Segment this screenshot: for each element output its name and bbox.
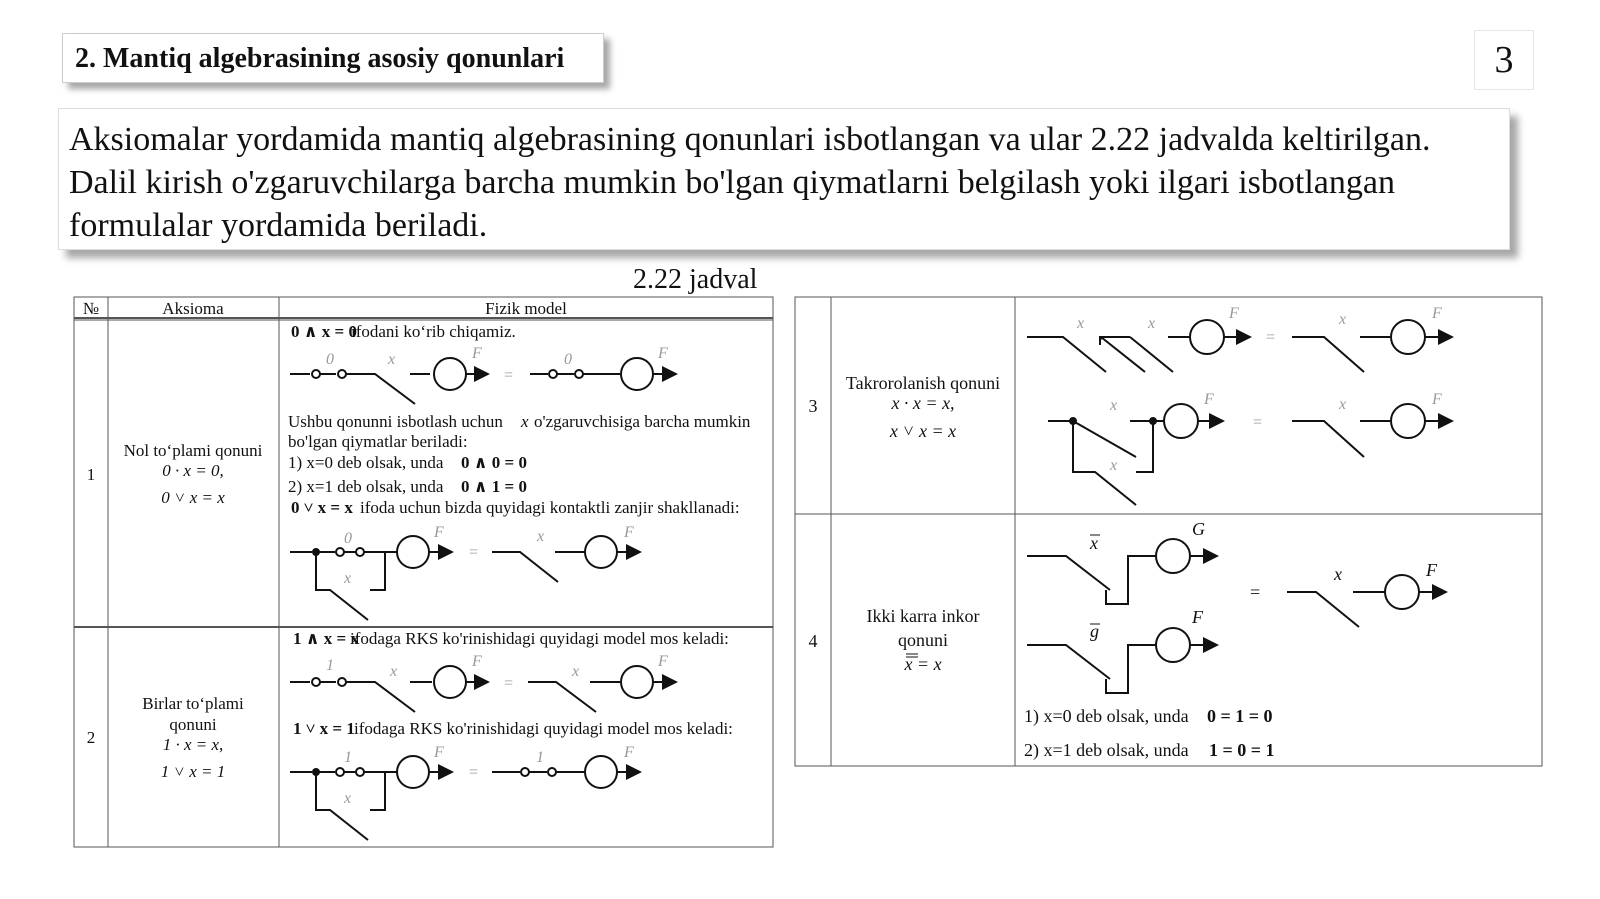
row2-formula2: 1 ˅ x = 1 — [160, 762, 226, 781]
svg-text:x: x — [1339, 396, 1347, 413]
svg-text:F: F — [624, 744, 634, 761]
row1-model-para2: bo'lgan qiymatlar beriladi: — [288, 432, 468, 451]
svg-text:F: F — [658, 653, 668, 670]
row4-case1: 1) x=0 deb olsak, unda — [1024, 706, 1189, 726]
row1-case2: 2) x=1 deb olsak, unda — [288, 477, 444, 496]
svg-text:=: = — [468, 764, 479, 781]
svg-text:x: x — [1110, 397, 1118, 414]
svg-text:=: = — [468, 544, 479, 561]
svg-text:0 ˅ x = x: 0 ˅ x = x — [291, 498, 353, 517]
svg-text:x: x — [1077, 315, 1085, 332]
svg-text:G: G — [1192, 519, 1205, 539]
row3-number: 3 — [808, 396, 818, 416]
row3-formula2: x ˅ x = x — [889, 421, 957, 441]
svg-text:x: x — [1148, 315, 1156, 332]
svg-text:F: F — [434, 524, 444, 541]
svg-text:0: 0 — [564, 351, 572, 368]
row4-formula: x = x — [904, 654, 942, 674]
row1-formula1: 0 · x = 0, — [162, 461, 224, 480]
row1-model-para1: Ushbu qonunni isbotlash uchun — [288, 412, 503, 431]
svg-text:1: 1 — [326, 657, 334, 674]
circuit-diagrams — [290, 320, 1452, 840]
svg-text:=: = — [503, 675, 514, 692]
row1-model-line2: ifoda uchun bizda quyidagi kontaktli zanjir shakllanadi: — [360, 498, 740, 517]
header-model: Fizik model — [485, 299, 567, 318]
row3-axiom-name: Takrorolanish qonuni — [845, 373, 1001, 393]
svg-text:0 ∧ x = 0: 0 ∧ x = 0 — [291, 322, 357, 341]
row2-model-line1: ifodaga RKS ko'rinishidagi quyidagi model mos keladi: — [350, 629, 729, 648]
svg-text:x: x — [1334, 564, 1342, 584]
svg-text:F: F — [1229, 305, 1239, 322]
row4-case2: 2) x=1 deb olsak, unda — [1024, 740, 1189, 760]
svg-text:0 = 1 = 0: 0 = 1 = 0 — [1207, 706, 1273, 726]
svg-text:F: F — [434, 744, 444, 761]
svg-text:F: F — [1192, 607, 1203, 627]
intro-text: Aksiomalar yordamida mantiq algebrasining qonunlari isbotlangan va ular 2.22 jadvalda keltirilgan. Dalil kirish o'zgaruvchilarga barcha mumkin bo'lgan qiymatlarni belgilash yoki ilgari isbotlangan formulalar yordamida beriladi. — [69, 121, 1431, 244]
row2-axiom-name: Birlar to‘plami — [142, 694, 244, 713]
svg-text:=: = — [1252, 414, 1263, 431]
svg-text:=: = — [1265, 329, 1276, 346]
svg-text:x: x — [572, 663, 580, 680]
svg-text:0 ∧ 0 = 0: 0 ∧ 0 = 0 — [461, 453, 527, 472]
svg-text:=: = — [1250, 582, 1261, 602]
svg-text:1: 1 — [536, 749, 544, 766]
svg-text:x: x — [344, 570, 352, 587]
svg-text:x: x — [537, 528, 545, 545]
svg-text:=: = — [503, 367, 514, 384]
row1-model-var: x — [521, 412, 529, 431]
table-caption: 2.22 jadval — [633, 264, 758, 295]
row2-number: 2 — [86, 728, 96, 747]
row4-number: 4 — [808, 631, 818, 651]
svg-text:1 ∧ x = x: 1 ∧ x = x — [293, 629, 359, 648]
svg-text:F: F — [1426, 560, 1437, 580]
svg-text:F: F — [1204, 391, 1214, 408]
row1-axiom-name: Nol to‘plami qonuni — [123, 441, 263, 460]
svg-text:1: 1 — [344, 749, 352, 766]
svg-text:F: F — [1432, 305, 1442, 322]
row2-formula1: 1 · x = x, — [162, 735, 224, 754]
header-axiom: Aksioma — [162, 299, 224, 318]
svg-text:x: x — [1110, 457, 1118, 474]
svg-text:F: F — [472, 653, 482, 670]
svg-text:x: x — [390, 663, 398, 680]
svg-text:F: F — [472, 345, 482, 362]
svg-text:0: 0 — [326, 351, 334, 368]
page-number: 3 — [1474, 30, 1534, 90]
row1-formula2: 0 ˅ x = x — [161, 488, 225, 507]
svg-text:1 = 0 = 1: 1 = 0 = 1 — [1209, 740, 1275, 760]
svg-text:x: x — [1339, 311, 1347, 328]
svg-text:0: 0 — [344, 530, 352, 547]
row1-case1: 1) x=0 deb olsak, unda — [288, 453, 444, 472]
section-title: 2. Mantiq algebrasining asosiy qonunlari — [75, 43, 565, 74]
svg-text:F: F — [624, 524, 634, 541]
row1-model-line1: ifodani ko‘rib chiqamiz. — [351, 322, 516, 341]
svg-text:0 ∧ 1 = 0: 0 ∧ 1 = 0 — [461, 477, 527, 496]
row2-model-line2: ifodaga RKS ko'rinishidagi quyidagi model mos keladi: — [354, 719, 733, 738]
svg-text:F: F — [1432, 391, 1442, 408]
svg-text:1 ˅ x = 1: 1 ˅ x = 1 — [293, 719, 355, 738]
svg-text:x: x — [388, 351, 396, 368]
svg-text:x: x — [1090, 533, 1098, 553]
header-number: № — [82, 299, 100, 318]
svg-text:x: x — [344, 790, 352, 807]
svg-text:qonuni: qonuni — [169, 715, 217, 734]
row3-formula1: x · x = x, — [891, 393, 955, 413]
svg-text:F: F — [658, 345, 668, 362]
svg-text:g: g — [1090, 621, 1099, 641]
svg-text:qonuni: qonuni — [897, 630, 949, 650]
row1-number: 1 — [86, 465, 96, 484]
row1-model-para1-rest: o'zgaruvchisiga barcha mumkin — [534, 412, 751, 431]
row4-axiom-name: Ikki karra inkor — [866, 606, 980, 626]
